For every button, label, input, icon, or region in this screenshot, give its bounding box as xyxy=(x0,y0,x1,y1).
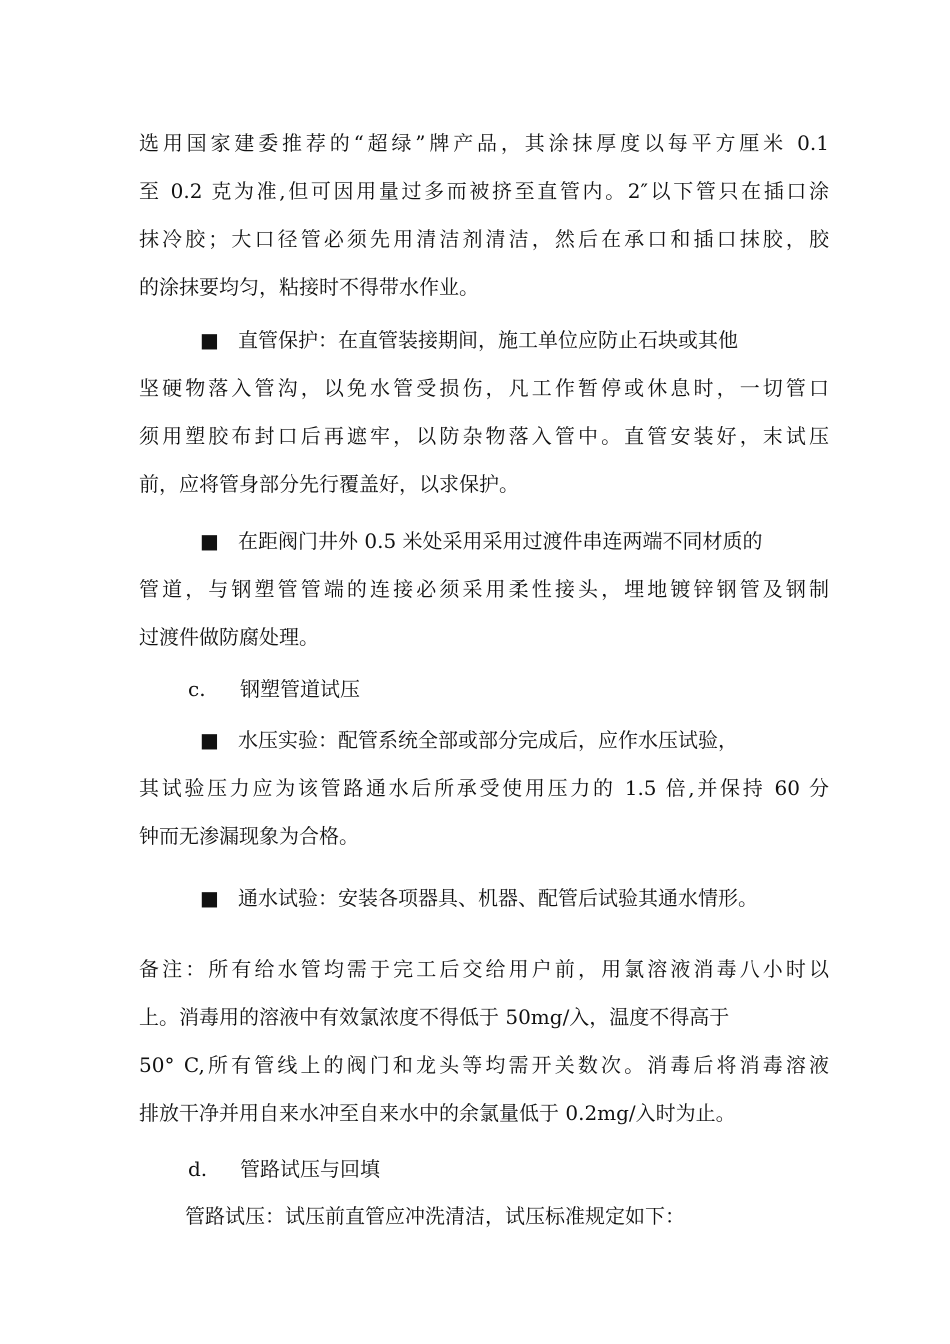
section-title: 钢塑管道试压 xyxy=(240,677,360,701)
text-line: 选用国家建委推荐的“超绿”牌产品，其涂抹厚度以每平方厘米 0.1 xyxy=(139,131,829,155)
text-line: 的涂抹要均匀，粘接时不得带水作业。 xyxy=(139,275,479,299)
heading-line xyxy=(139,1145,829,1193)
section-label: d. xyxy=(188,1157,208,1181)
bullet-square-icon: ■ xyxy=(200,529,219,553)
bullet-text: 在距阀门井外 0.5 米处采用采用过渡件串连两端不同材质的 xyxy=(238,529,763,553)
text-line: 过渡件做防腐处理。 xyxy=(139,625,319,649)
bullet-item-water-flow-test xyxy=(139,874,829,922)
bullet-first-line xyxy=(139,517,829,565)
bullet-text: 水压实验：配管系统全部或部分完成后，应作水压试验， xyxy=(238,728,738,752)
text-line: 备注：所有给水管均需于完工后交给用户前，用氯溶液消毒八小时以 xyxy=(139,957,829,981)
bullet-item-hydrostatic-test xyxy=(139,716,829,860)
paragraph-pressure-test-intro xyxy=(139,1192,829,1240)
text-line: 坚硬物落入管沟，以免水管受损伤，凡工作暂停或休息时，一切管口 xyxy=(139,376,829,400)
section-heading-c xyxy=(139,665,829,713)
bullet-first-line xyxy=(139,316,829,364)
text-line: 50° C,所有管线上的阀门和龙头等均需开关数次。消毒后将消毒溶液 xyxy=(139,1053,829,1077)
bullet-square-icon: ■ xyxy=(200,886,219,910)
section-heading-d xyxy=(139,1145,829,1193)
section-label: c. xyxy=(188,677,206,701)
bullet-square-icon: ■ xyxy=(200,328,219,352)
paragraph-glue-spec xyxy=(139,119,829,311)
bullet-first-line xyxy=(139,874,829,922)
text-line: 管道，与钢塑管管端的连接必须采用柔性接头，埋地镀锌钢管及钢制 xyxy=(139,577,829,601)
bullet-first-line xyxy=(139,716,829,764)
bullet-item-transition-fitting xyxy=(139,517,829,661)
text-line: 上。消毒用的溶液中有效氯浓度不得低于 50mg/入，温度不得高于 xyxy=(139,1005,730,1029)
text-line: 前，应将管身部分先行覆盖好，以求保护。 xyxy=(139,472,519,496)
section-title: 管路试压与回填 xyxy=(240,1157,380,1181)
paragraph-note-disinfection xyxy=(139,945,829,1137)
text-line: 排放干净并用自来水冲至自来水中的余氯量低于 0.2mg/入时为止。 xyxy=(139,1101,736,1125)
bullet-square-icon: ■ xyxy=(200,728,219,752)
text-line: 抹冷胶；大口径管必须先用清洁剂清洁，然后在承口和插口抹胶，胶 xyxy=(139,227,829,251)
bullet-text: 直管保护：在直管装接期间，施工单位应防止石块或其他 xyxy=(238,328,738,352)
text-line: 至 0.2 克为准,但可因用量过多而被挤至直管内。2″以下管只在插口涂 xyxy=(139,179,829,203)
bullet-item-pipe-protection xyxy=(139,316,829,508)
text-line: 钟而无渗漏现象为合格。 xyxy=(139,824,359,848)
bullet-text: 通水试验：安装各项器具、机器、配管后试验其通水情形。 xyxy=(238,886,758,910)
text-line: 管路试压：试压前直管应冲洗清洁，试压标准规定如下： xyxy=(185,1204,685,1228)
text-line: 须用塑胶布封口后再遮牢，以防杂物落入管中。直管安装好，末试压 xyxy=(139,424,829,448)
text-line: 其试验压力应为该管路通水后所承受使用压力的 1.5 倍,并保持 60 分 xyxy=(139,776,829,800)
heading-line xyxy=(139,665,829,713)
